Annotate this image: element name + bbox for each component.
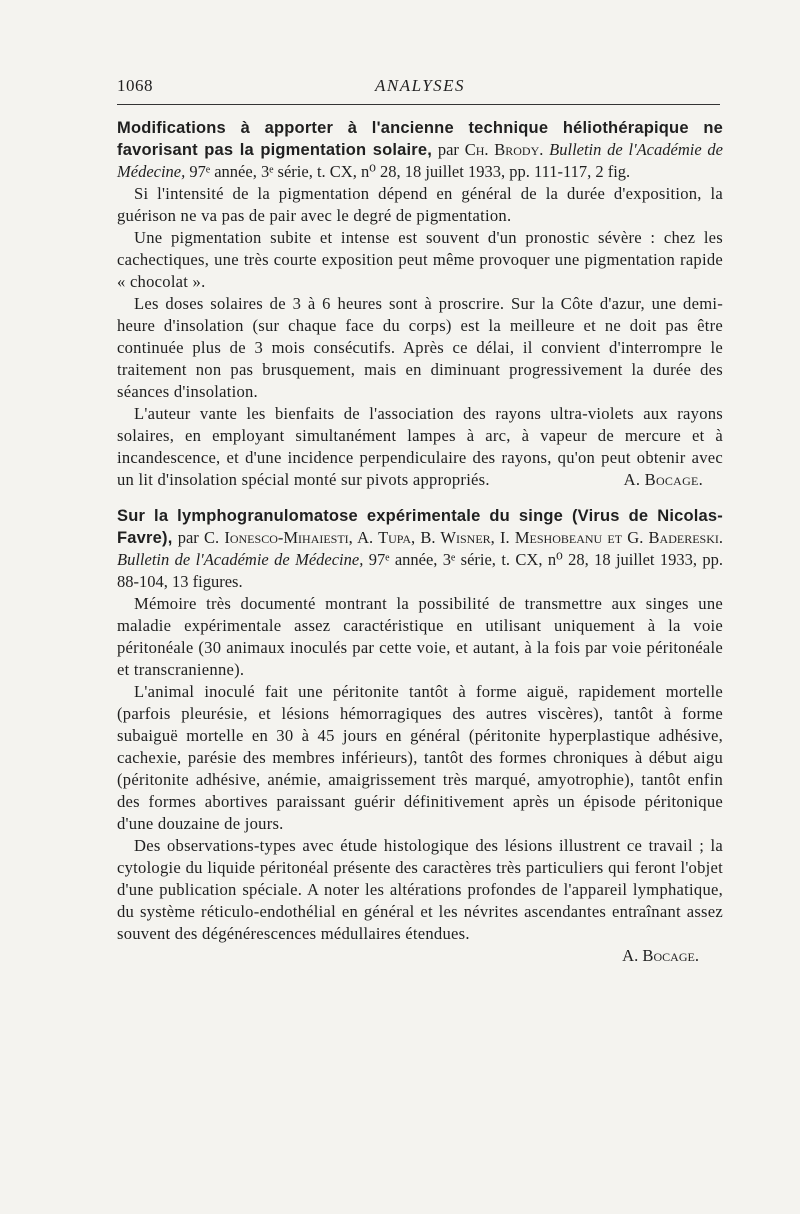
entry-journal: Bulletin de l'Académie de Médecine, xyxy=(117,550,364,569)
paragraph-with-signature xyxy=(117,403,723,491)
paragraph-text: L'auteur vante les bienfaits de l'association des rayons ultra-violets aux rayons solaires, en employant simultanément lampes à arc, à vapeur de mercure et à incandescence, et d'une incidence perpendiculaire des rayons, qu'on peut obtenir avec un lit d'insolation spécial monté sur pivots appropriés. xyxy=(117,404,723,489)
page-number: 1068 xyxy=(117,76,153,95)
running-title: ANALYSES xyxy=(374,76,466,95)
review-entry-1 xyxy=(117,117,723,491)
paragraph: Si l'intensité de la pigmentation dépend en général de la durée d'exposition, la guérison ne va pas de pair avec le degré de pigmentation. xyxy=(117,184,723,225)
entry-title xyxy=(117,117,723,183)
entry-title-bold: Modifications à apporter à l'ancienne technique héliothérapique ne favorisant pas la pigmentation solaire, xyxy=(117,119,723,159)
paragraph: Des observations-types avec étude histologique des lésions illustrent ce travail ; la cytologie du liquide péritonéal présente des caractères très particuliers qui feront l'objet d'une publication spéciale. A noter les altérations profondes de l'appareil lymphatique, du système réticulo-endothélial en général et les névrites ascendantes entraînant assez souvent des dégénérescences médullaires étendues. xyxy=(117,836,723,943)
review-entry-2 xyxy=(117,505,723,967)
entry-journal: Bulletin de l'Académie de Médecine, xyxy=(117,140,723,181)
entry-title-bold: Sur la lymphogranulomatose expérimentale du singe (Virus de Nicolas-Favre), xyxy=(117,507,723,547)
entry-author: C. Ionesco-Mihaiesti, A. Tupa, B. Wisner, I. Meshobeanu et G. Badereski. xyxy=(204,528,723,547)
signature: A. Bocage. xyxy=(623,470,703,489)
entry-citation: 97ᵉ année, 3ᵉ série, t. CX, n⁰ 28, 18 juillet 1933, pp. 88-104, 13 figures. xyxy=(117,550,723,591)
header-rule xyxy=(117,104,720,105)
running-head xyxy=(117,72,723,102)
entry-title xyxy=(117,505,723,593)
paragraph: Mémoire très documenté montrant la possibilité de transmettre aux singes une maladie expérimentale assez caractéristique en utilisant uniquement à la voie péritonéale (30 animaux inoculés par cette voie, et autant, à la fois par voie péritonéale et transcranienne). xyxy=(117,594,723,679)
paragraph: Les doses solaires de 3 à 6 heures sont à proscrire. Sur la Côte d'azur, une demi-heure d'insolation (sur chaque face du corps) est la meilleure et ne doit pas être continuée plus de 3 mois consécutifs. Après ce délai, il convient d'interrompre le traitement non pas brusquement, mais en diminuant progressivement la durée des séances d'insolation. xyxy=(117,294,723,401)
paragraph: Une pigmentation subite et intense est souvent d'un pronostic sévère : chez les cachectiques, une très courte exposition peut même provoquer une pigmentation rapide « chocolat ». xyxy=(117,228,723,291)
signature: A. Bocage. xyxy=(622,946,699,965)
entry-author: Ch. Brody. xyxy=(464,140,544,159)
entry-citation: 97ᵉ année, 3ᵉ série, t. CX, n⁰ 28, 18 juillet 1933, pp. 111-117, 2 fig. xyxy=(185,162,631,181)
article-body xyxy=(117,117,723,981)
entry-by: par xyxy=(432,140,465,159)
paragraph: L'animal inoculé fait une péritonite tantôt à forme aiguë, rapidement mortelle (parfois pleurésie, et lésions hémorragiques des autres viscères), tantôt à forme subaiguë mortelle en 30 à 45 jours en général (péritonite hyperplastique adhésive, cachexie, parésie des membres inférieurs), tantôt des formes chroniques à début aigu (péritonite adhésive, anémie, amaigrissement très marqué, amyotrophie), tantôt enfin des formes abortives paraissant guérir définitivement après un épisode péritonique d'une douzaine de jours. xyxy=(117,682,723,833)
entry-by: par xyxy=(172,528,205,547)
